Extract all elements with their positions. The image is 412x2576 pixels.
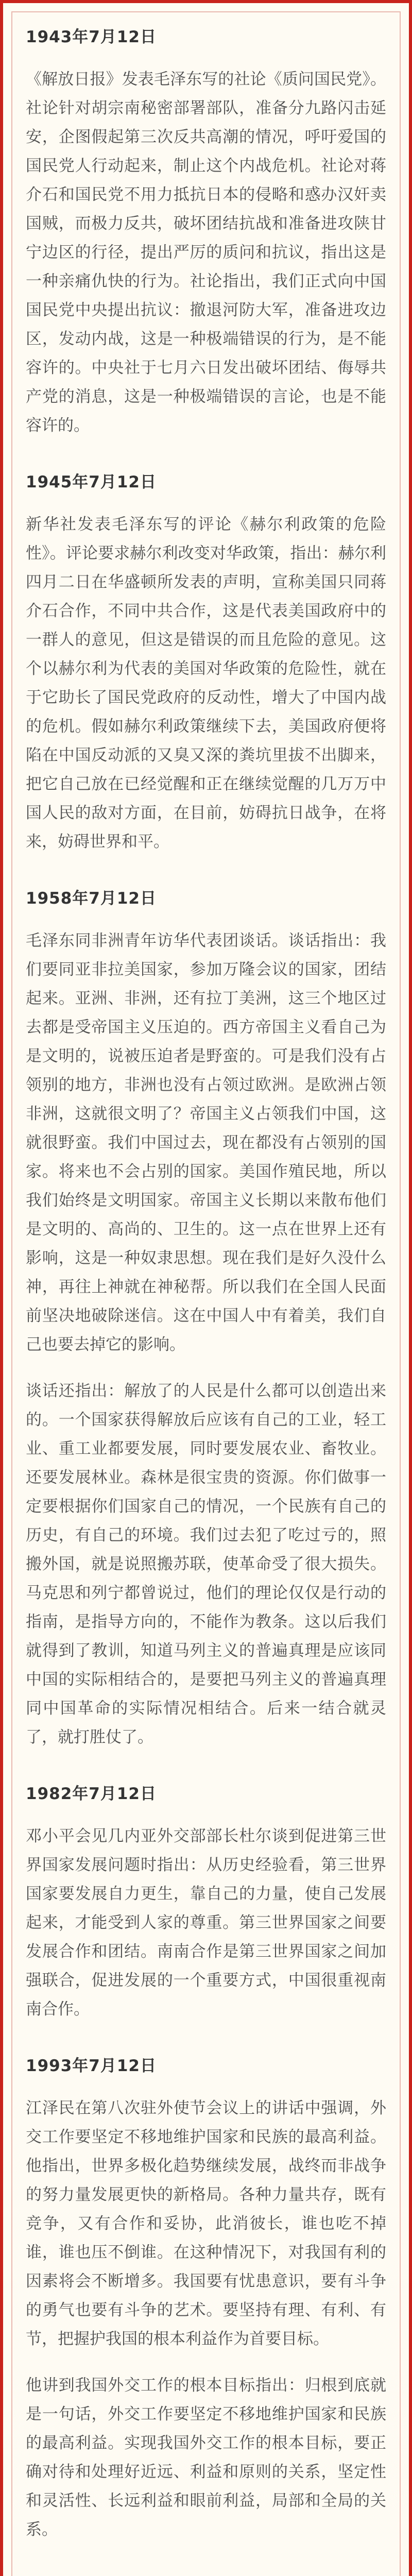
entry-1945 — [26, 472, 386, 856]
entry-date: 1945年7月12日 — [26, 473, 157, 492]
entry-date: 1993年7月12日 — [26, 2057, 157, 2075]
entry-1982 — [26, 1784, 386, 2024]
entry-paragraph: 他讲到我国外交工作的根本目标指出：归根到底就是一句话，外交工作要坚定不移地维护国家和民族的最高利益。实现我国外交工作的根本目标，要正确对待和处理好近远、利益和原则的关系，坚定性和灵活性、长远利益和眼前利益，局部和全局的关系。 — [26, 2376, 386, 2539]
article-body — [26, 27, 386, 2576]
entry-paragraph: 毛泽东同非洲青年访华代表团谈话。谈话指出：我们要同亚非拉美国家，参加万隆会议的国家，团结起来。亚洲、非洲，还有拉丁美洲，这三个地区过去都是受帝国主义压迫的。西方帝国主义看自己为是文明的，说被压迫者是野蛮的。可是我们没有占领别的地方，非洲也没有占领过欧洲。是欧洲占领非洲，这就很文明了？帝国主义占领我们中国，这就很野蛮。我们中国过去，现在都没有占领别的国家。将来也不会占别的国家。美国作殖民地，所以我们始终是文明国家。帝国主义长期以来散布他们是文明的、高尚的、卫生的。这一点在世界上还有影响，这是一种奴隶思想。现在我们是好久没什么神，再往上神就在神秘帮。所以我们在全国人民面前坚决地破除迷信。这在中国人中有着美，我们自己也要去掉它的影响。 — [26, 931, 386, 1354]
entry-paragraph: 《解放日报》发表毛泽东写的社论《质问国民党》。社论针对胡宗南秘密部署部队，准备分九路闪击延安，企图假起第三次反共高潮的情况，呼吁爱国的国民党人行动起来，制止这个内战危机。社论对蒋介石和国民党不用力抵抗日本的侵略和惑办汉奸卖国贼，而极力反共，破坏团结抗战和准备进攻陕甘宁边区的行径，提出严厉的质问和抗议，指出这是一种亲痛仇快的行为。社论指出，我们正式向中国国民党中央提出抗议：撤退河防大军，准备进攻边区，发动内战，这是一种极端错误的行为，是不能容许的。中央社于七月六日发出破坏团结、侮辱共产党的消息，这是一种极端错误的言论，也是不能容许的。 — [26, 70, 386, 435]
entry-paragraph: 邓小平会见几内亚外交部部长杜尔谈到促进第三世界国家发展问题时指出：从历史经验看，第三世界国家要发展自力更生，靠自己的力量，使自己发展起来，才能受到人家的尊重。第三世界国家之间要发展合作和团结。南南合作是第三世界国家之间加强联合，促进发展的一个重要方式，中国很重视南南合作。 — [26, 1827, 386, 2019]
entry-1993 — [26, 2056, 386, 2544]
entry-paragraph: 谈话还指出：解放了的人民是什么都可以创造出来的。一个国家获得解放后应该有自己的工业，轻工业、重工业都要发展，同时要发展农业、畜牧业。还要发展林业。森林是很宝贵的资源。你们做事一定要根据你们国家自己的情况，一个民族有自己的历史，有自己的环境。我们过去犯了吃过亏的，照搬外国，就是说照搬苏联，使革命受了很大损失。马克思和列宁都曾说过，他们的理论仅仅是行动的指南，是指导方向的，不能作为教条。这以后我们就得到了教训，知道马列主义的普遍真理是应该同中国的实际相结合的，是要把马列主义的普遍真理同中国革命的实际情况相结合。后来一结合就灵了，就打胜仗了。 — [26, 1382, 386, 1747]
entry-date: 1958年7月12日 — [26, 889, 157, 908]
entry-1958 — [26, 888, 386, 1752]
entry-date: 1943年7月12日 — [26, 28, 157, 46]
entry-1943 — [26, 27, 386, 440]
entry-paragraph: 江泽民在第八次驻外使节会议上的讲话中强调，外交工作要坚定不移地维护国家和民族的最高利益。他指出，世界多极化趋势继续发展，战终而非战争的努力量发展更快的新格局。各种力量共存，既有竞争，又有合作和妥协，此消彼长，谁也吃不掉谁，谁也压不倒谁。在这种情况下，对我国有利的因素将会不断增多。我国要有忧患意识，要有斗争的勇气也要有斗争的艺术。要坚持有理、有利、有节，把握护我国的根本利益作为首要目标。 — [26, 2099, 386, 2348]
entry-date: 1982年7月12日 — [26, 1785, 157, 1803]
entry-paragraph: 新华社发表毛泽东写的评论《赫尔利政策的危险性》。评论要求赫尔利改变对华政策，指出：赫尔利四月二日在华盛顿所发表的声明，宣称美国只同蒋介石合作，不同中共合作，这是代表美国政府中的一群人的意见，但这是错误的而且危险的意见。这个以赫尔利为代表的美国对华政策的危险性，就在于它助长了国民党政府的反动性，增大了中国内战的危机。假如赫尔利政策继续下去，美国政府便将陷在中国反动派的又臭又深的粪坑里拔不出脚来，把它自己放在已经觉醒和正在继续觉醒的几万万中国人民的敌对方面，在目前，妨碍抗日战争，在将来，妨碍世界和平。 — [26, 515, 386, 851]
